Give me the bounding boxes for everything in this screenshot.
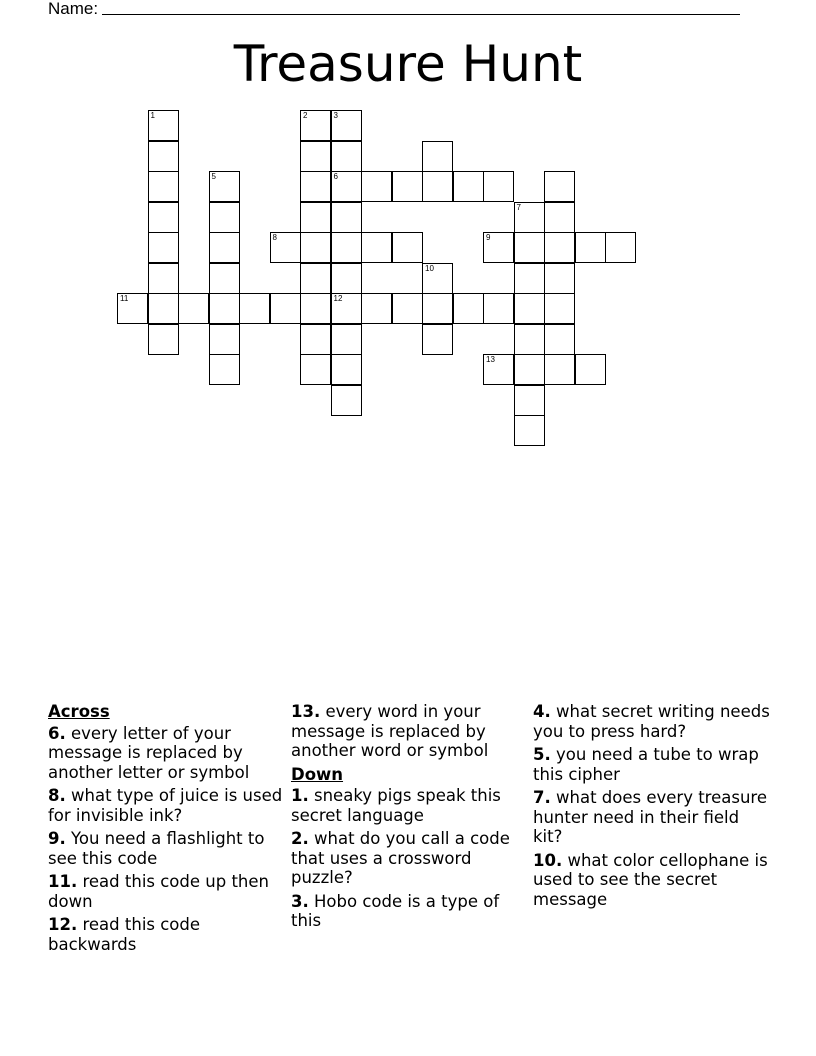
clue-down-2 xyxy=(291,829,527,888)
grid-cell[interactable] xyxy=(331,110,362,141)
down-heading: Down xyxy=(291,764,344,784)
grid-cell[interactable] xyxy=(209,324,240,355)
grid-cell[interactable] xyxy=(605,232,636,263)
grid-cell[interactable] xyxy=(148,263,179,294)
cell-number: 2 xyxy=(303,111,308,120)
grid-cell[interactable] xyxy=(300,324,331,355)
grid-cell[interactable] xyxy=(422,263,453,294)
cell-number: 7 xyxy=(516,202,521,212)
grid-cell[interactable] xyxy=(209,354,240,385)
grid-cell[interactable] xyxy=(422,171,453,202)
clue-down-10 xyxy=(533,851,773,910)
grid-cell[interactable] xyxy=(239,293,270,324)
grid-cell[interactable] xyxy=(483,232,514,263)
grid-cell[interactable] xyxy=(514,232,545,263)
grid-cell[interactable] xyxy=(514,385,545,416)
grid-cell[interactable] xyxy=(361,293,392,324)
page-title: Treasure Hunt xyxy=(233,35,583,93)
clue-down-4 xyxy=(533,702,773,741)
clue-number: 4. xyxy=(533,702,551,721)
clue-number: 7. xyxy=(533,788,551,807)
grid-cell[interactable] xyxy=(300,171,331,202)
grid-cell[interactable] xyxy=(331,263,362,294)
clue-number: 1. xyxy=(291,786,309,805)
grid-cell[interactable] xyxy=(514,263,545,294)
clue-down-5 xyxy=(533,745,773,784)
grid-cell[interactable] xyxy=(300,293,331,324)
clue-number: 5. xyxy=(533,745,551,764)
clue-number: 8. xyxy=(48,786,66,805)
grid-cell[interactable] xyxy=(300,263,331,294)
grid-cell[interactable] xyxy=(514,293,545,324)
clue-column-3 xyxy=(533,702,773,913)
grid-cell[interactable] xyxy=(148,141,179,172)
clue-text: sneaky pigs speak this secret language xyxy=(291,786,501,825)
grid-cell[interactable] xyxy=(300,141,331,172)
grid-cell[interactable] xyxy=(483,171,514,202)
grid-cell[interactable] xyxy=(148,110,179,141)
clue-down-3 xyxy=(291,892,527,931)
grid-cell[interactable] xyxy=(453,171,484,202)
grid-cell[interactable] xyxy=(148,171,179,202)
clue-number: 10. xyxy=(533,850,563,870)
grid-cell[interactable] xyxy=(544,202,575,233)
grid-cell[interactable] xyxy=(117,293,148,324)
cell-number: 10 xyxy=(425,263,434,273)
grid-cell[interactable] xyxy=(422,141,453,172)
grid-cell[interactable] xyxy=(209,293,240,324)
clue-across-8 xyxy=(48,786,284,825)
grid-cell[interactable] xyxy=(544,324,575,355)
across-heading: Across xyxy=(48,702,110,721)
cell-number: 8 xyxy=(272,233,277,242)
cell-number: 12 xyxy=(333,294,343,303)
clue-text: read this code up then down xyxy=(48,872,269,911)
clue-number: 3. xyxy=(291,891,309,911)
clue-text: what do you call a code that uses a crossword puzzle? xyxy=(291,829,510,887)
grid-cell[interactable] xyxy=(575,232,606,263)
grid-cell[interactable] xyxy=(148,324,179,355)
clue-down-1 xyxy=(291,786,527,825)
clue-text: you need a tube to wrap this cipher xyxy=(533,745,759,784)
clue-text: what type of juice is used for invisible ink? xyxy=(48,786,283,825)
cell-number: 13 xyxy=(486,355,495,364)
cell-number: 5 xyxy=(211,172,216,181)
grid-cell[interactable] xyxy=(331,141,362,172)
grid-cell[interactable] xyxy=(514,202,545,233)
grid-cell[interactable] xyxy=(575,354,606,385)
clue-number: 11. xyxy=(48,872,78,891)
grid-cell[interactable] xyxy=(331,293,362,324)
grid-cell[interactable] xyxy=(483,354,514,385)
grid-cell[interactable] xyxy=(331,171,362,202)
clue-text: every word in your message is replaced by another word or symbol xyxy=(291,702,489,760)
grid-cell[interactable] xyxy=(270,293,301,324)
grid-cell[interactable] xyxy=(361,171,392,202)
clue-text: Hobo code is a type of this xyxy=(291,891,500,930)
clue-column-1 xyxy=(48,702,284,958)
grid-cell[interactable] xyxy=(361,232,392,263)
clue-across-13 xyxy=(291,702,527,761)
grid-cell[interactable] xyxy=(148,232,179,263)
clue-down-7 xyxy=(533,788,773,847)
grid-cell[interactable] xyxy=(300,110,331,141)
grid-cell[interactable] xyxy=(544,293,575,324)
grid-cell[interactable] xyxy=(514,415,545,446)
clue-text: what does every treasure hunter need in their field kit? xyxy=(533,788,767,846)
clue-text: You need a flashlight to see this code xyxy=(48,829,265,868)
grid-cell[interactable] xyxy=(422,293,453,324)
grid-cell[interactable] xyxy=(148,293,179,324)
clue-text: every letter of your message is replaced by another letter or symbol xyxy=(48,723,250,782)
clue-across-12 xyxy=(48,915,284,954)
cell-number: 11 xyxy=(120,294,129,303)
grid-cell[interactable] xyxy=(392,171,423,202)
grid-cell[interactable] xyxy=(270,232,301,263)
grid-cell[interactable] xyxy=(422,324,453,355)
grid-cell[interactable] xyxy=(331,202,362,233)
clue-across-6 xyxy=(48,724,284,783)
grid-cell[interactable] xyxy=(331,385,362,416)
clue-across-9 xyxy=(48,829,284,868)
grid-cell[interactable] xyxy=(300,232,331,263)
grid-cell[interactable] xyxy=(392,293,423,324)
clue-number: 9. xyxy=(48,829,66,848)
grid-cell[interactable] xyxy=(209,202,240,233)
clue-text: what color cellophane is used to see the secret message xyxy=(533,850,768,909)
grid-cell[interactable] xyxy=(209,232,240,263)
clue-across-11 xyxy=(48,872,284,911)
clue-text: what secret writing needs you to press hard? xyxy=(533,702,770,741)
grid-cell[interactable] xyxy=(148,202,179,233)
grid-cell[interactable] xyxy=(544,232,575,263)
clue-number: 12. xyxy=(48,915,78,934)
grid-cell[interactable] xyxy=(544,263,575,294)
grid-cell[interactable] xyxy=(331,232,362,263)
clue-number: 13. xyxy=(291,702,321,721)
grid-cell[interactable] xyxy=(483,293,514,324)
grid-cell[interactable] xyxy=(514,324,545,355)
cell-number: 6 xyxy=(333,172,338,181)
crossword-grid xyxy=(0,0,816,460)
grid-cell[interactable] xyxy=(331,354,362,385)
grid-cell[interactable] xyxy=(178,293,209,324)
grid-cell[interactable] xyxy=(209,263,240,294)
grid-cell[interactable] xyxy=(453,293,484,324)
cell-number: 3 xyxy=(333,111,338,120)
grid-cell[interactable] xyxy=(209,171,240,202)
grid-cell[interactable] xyxy=(300,354,331,385)
clue-number: 6. xyxy=(48,723,66,743)
grid-cell[interactable] xyxy=(300,202,331,233)
grid-cell[interactable] xyxy=(331,324,362,355)
grid-cell[interactable] xyxy=(392,232,423,263)
name-label: Name: xyxy=(48,0,99,18)
clue-number: 2. xyxy=(291,829,309,848)
grid-cell[interactable] xyxy=(544,171,575,202)
cell-number: 9 xyxy=(486,233,491,242)
clue-column-2 xyxy=(291,702,527,935)
grid-cell[interactable] xyxy=(544,354,575,385)
grid-cell[interactable] xyxy=(514,354,545,385)
cell-number: 1 xyxy=(150,111,155,120)
clue-text: read this code backwards xyxy=(48,915,201,954)
